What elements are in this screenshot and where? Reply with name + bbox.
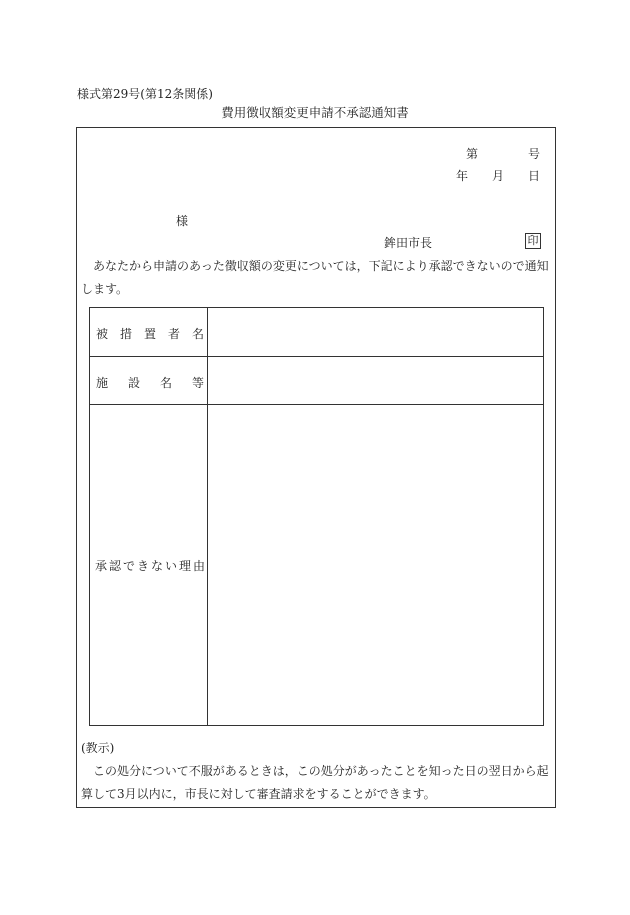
form-number: 様式第29号(第12条関係) <box>77 87 213 101</box>
date-month: 月 <box>492 169 505 183</box>
issuer-name: 鉾田市長 <box>384 236 433 250</box>
instruction-heading: (教示) <box>81 741 115 755</box>
details-table <box>89 307 544 726</box>
notice-number-go: 号 <box>528 147 541 161</box>
document-title: 費用徴収額変更申請不承認通知書 <box>221 105 409 120</box>
body-text-line2: します。 <box>81 282 129 296</box>
date-year: 年 <box>456 169 469 183</box>
instruction-line1: この処分について不服があるときは，この処分があったことを知った日の翌日から起 <box>93 764 549 778</box>
addressee-suffix: 様 <box>176 214 189 228</box>
table-row-divider <box>90 356 543 357</box>
seal-mark: 印 <box>525 233 541 249</box>
body-text-line1: あなたから申請のあった徴収額の変更については，下記により承認できないので通知 <box>93 259 549 273</box>
notice-number-dai: 第 <box>466 147 479 161</box>
table-column-divider <box>207 308 208 725</box>
table-row-divider <box>90 404 543 405</box>
instruction-line2: 算して3月以内に，市長に対して審査請求をすることができます。 <box>81 787 436 801</box>
date-day: 日 <box>528 169 541 183</box>
